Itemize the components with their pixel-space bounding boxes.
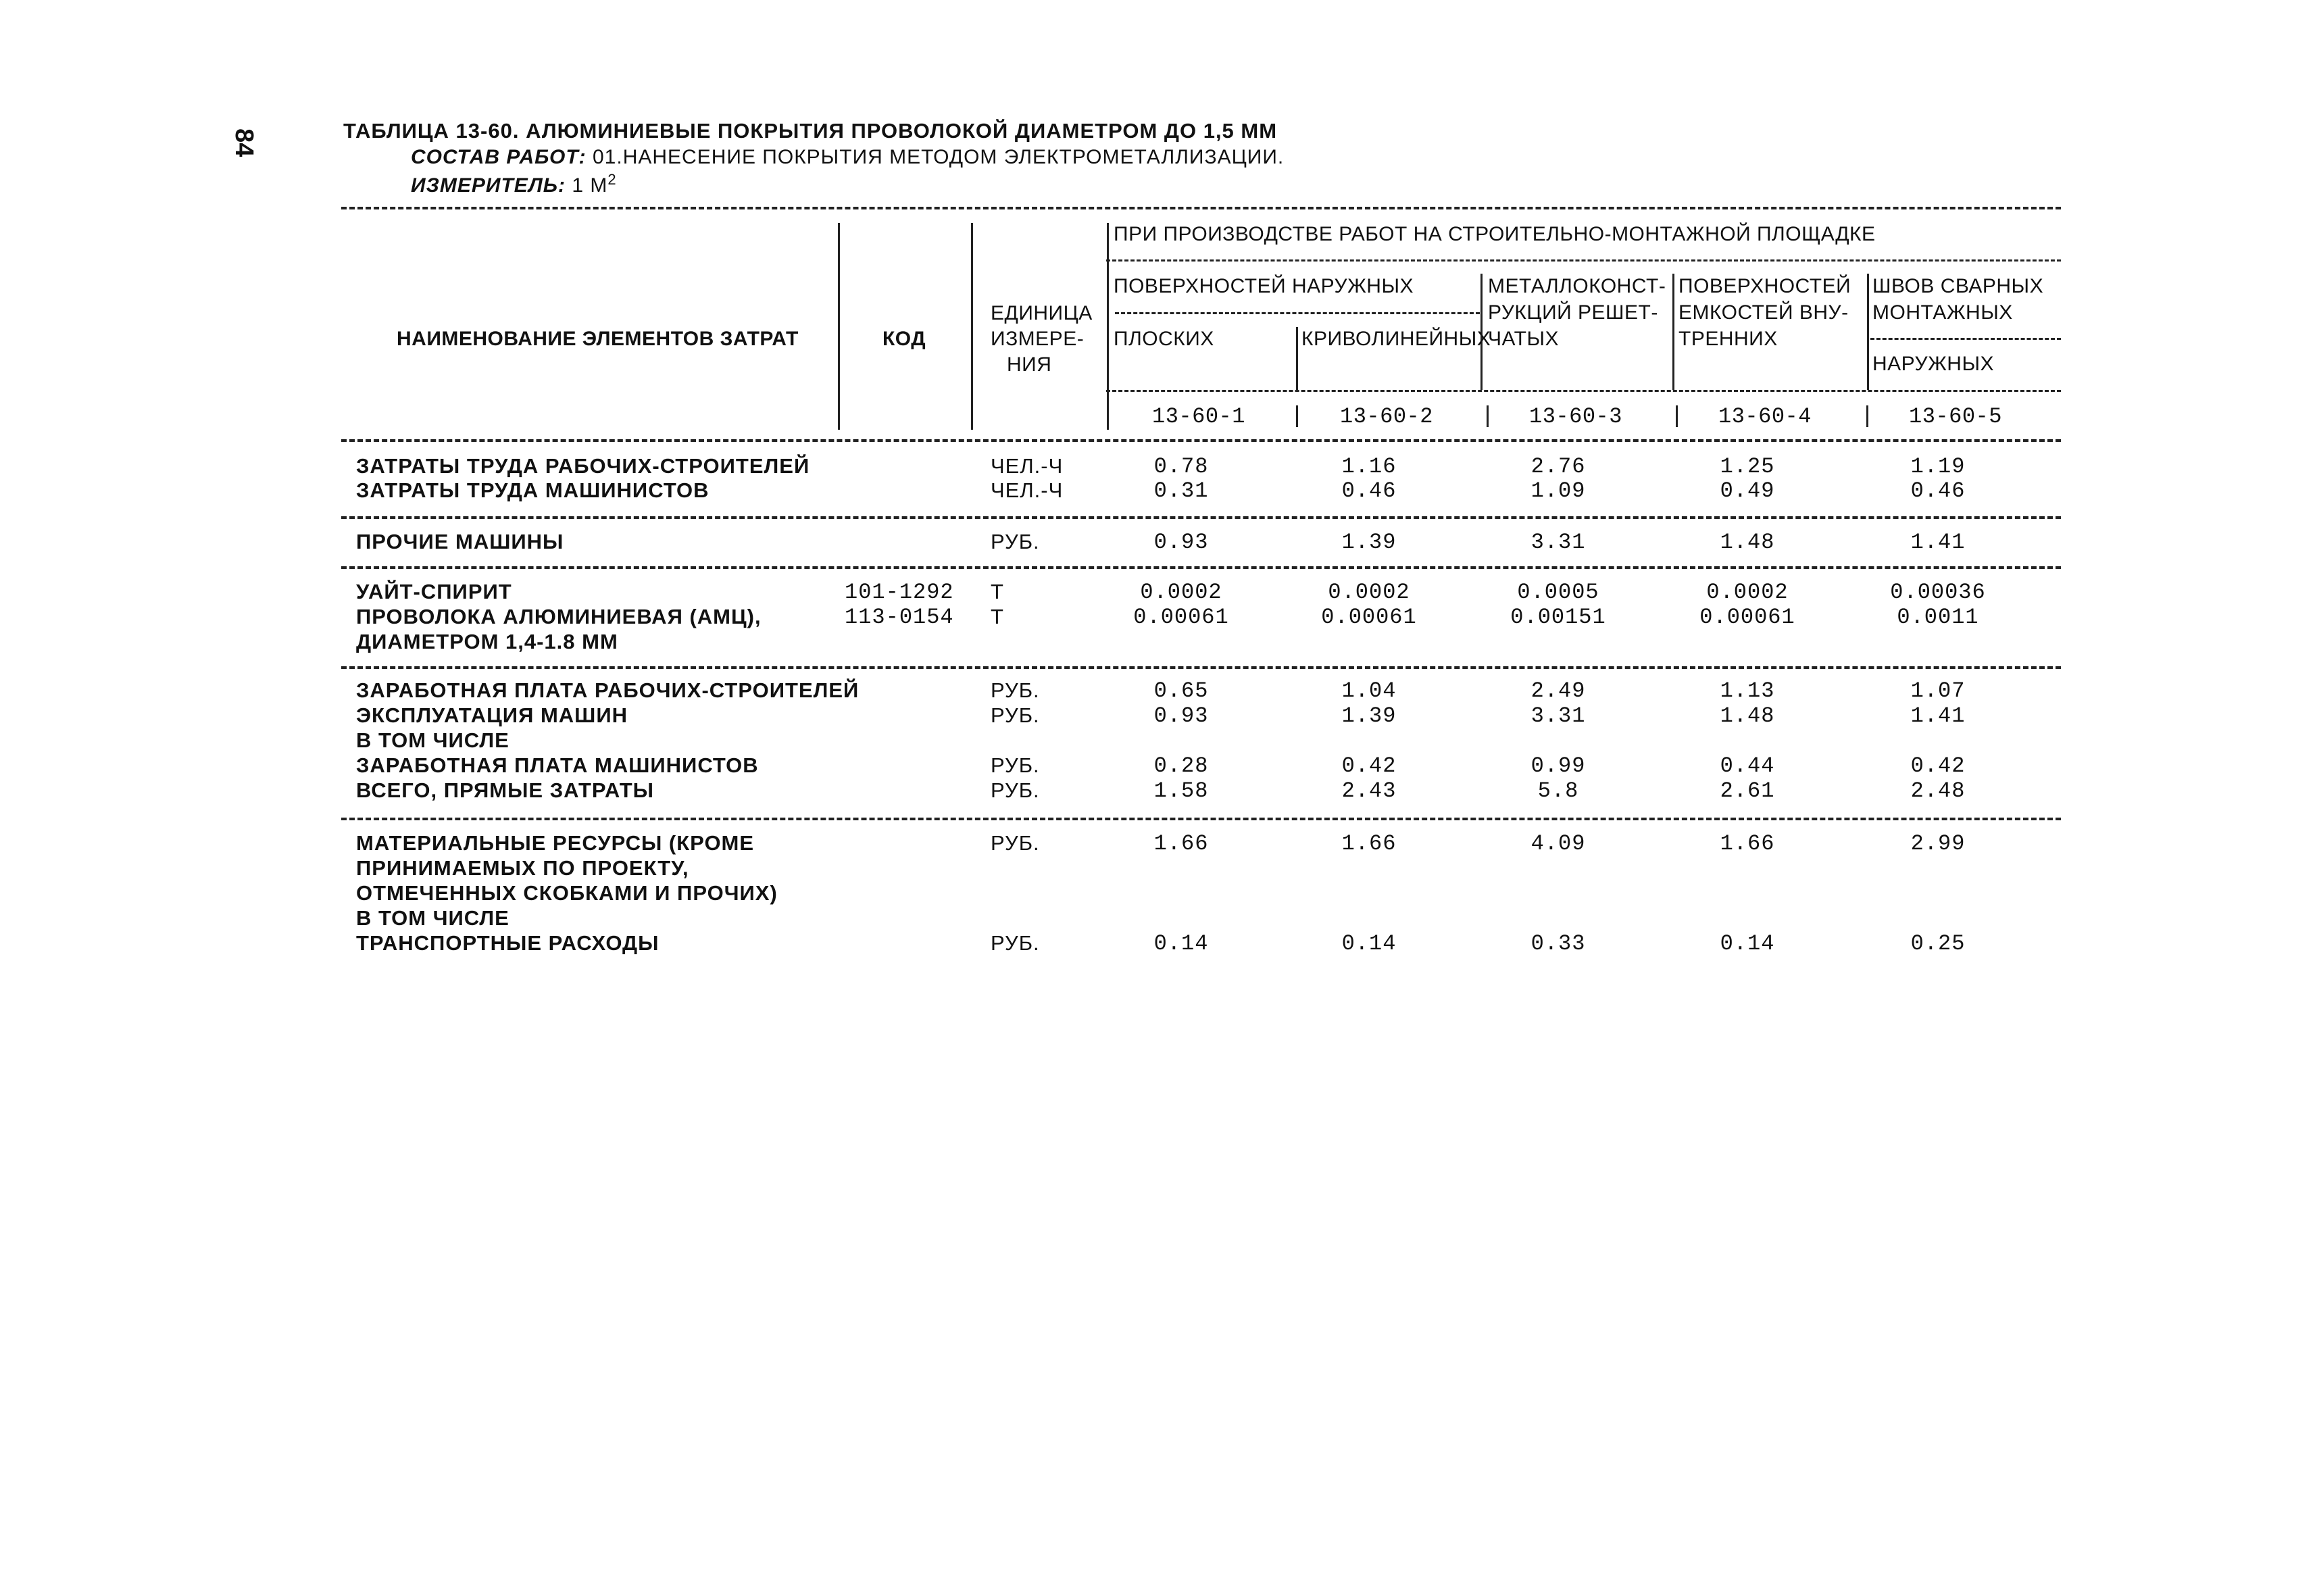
- column-code: 13-60-1: [1152, 404, 1245, 429]
- row-value: 1.48: [1720, 703, 1775, 728]
- row-value: 3.31: [1530, 530, 1586, 555]
- header-group: ПРИ ПРОИЗВОДСТВЕ РАБОТ НА СТРОИТЕЛЬНО-МОНТАЖНОЙ ПЛОЩАДКЕ: [1114, 223, 1876, 245]
- measure-unit-label: ИЗМЕРИТЕЛЬ:: [411, 174, 566, 197]
- row-code: 101-1292: [845, 580, 954, 605]
- header-col-unit-1: ЕДИНИЦА: [991, 302, 1093, 324]
- row-value: 0.33: [1530, 931, 1586, 956]
- row-name: В ТОМ ЧИСЛЕ: [356, 728, 509, 752]
- row-value: 1.04: [1341, 678, 1397, 703]
- row-value: 0.0002: [1328, 580, 1410, 605]
- measure-unit-sup: 2: [607, 171, 617, 188]
- row-value: 0.28: [1153, 753, 1209, 778]
- measure-unit: [411, 171, 617, 197]
- row-name: ТРАНСПОРТНЫЕ РАСХОДЫ: [356, 931, 659, 955]
- row-value: 2.76: [1530, 454, 1586, 479]
- column-code: 13-60-3: [1529, 404, 1622, 429]
- row-name: ВСЕГО, ПРЯМЫЕ ЗАТРАТЫ: [356, 778, 654, 802]
- row-value: 0.00061: [1321, 605, 1417, 630]
- row-name: ОТМЕЧЕННЫХ СКОБКАМИ И ПРОЧИХ): [356, 881, 778, 905]
- row-value: 1.16: [1341, 454, 1397, 479]
- section-rule: [341, 566, 2061, 569]
- header-welds-rule: [1870, 338, 2061, 340]
- work-composition: [411, 146, 1284, 169]
- row-value: 0.99: [1530, 753, 1586, 778]
- row-value: 0.14: [1720, 931, 1775, 956]
- row-value: 0.93: [1153, 530, 1209, 555]
- row-unit: Т: [991, 580, 1004, 603]
- header-col-unit-2: ИЗМЕРЕ-: [991, 328, 1085, 350]
- row-value: 3.31: [1530, 703, 1586, 728]
- row-name: ЗАТРАТЫ ТРУДА РАБОЧИХ-СТРОИТЕЛЕЙ: [356, 454, 810, 478]
- row-value: 0.14: [1341, 931, 1397, 956]
- row-value: 0.00151: [1510, 605, 1606, 630]
- row-unit: РУБ.: [991, 753, 1040, 777]
- header-welds-3: НАРУЖНЫХ: [1872, 353, 1995, 375]
- row-value: 2.49: [1530, 678, 1586, 703]
- row-value: 1.41: [1910, 530, 1966, 555]
- row-unit: ЧЕЛ.-Ч: [991, 454, 1064, 478]
- work-composition-text: 01.НАНЕСЕНИЕ ПОКРЫТИЯ МЕТОДОМ ЭЛЕКТРОМЕТАЛЛИЗАЦИИ.: [593, 146, 1285, 168]
- row-unit: РУБ.: [991, 778, 1040, 802]
- row-value: 1.39: [1341, 703, 1397, 728]
- header-top-rule: [341, 207, 2061, 209]
- row-value: 1.41: [1910, 703, 1966, 728]
- header-divider: [1866, 405, 1868, 427]
- row-value: 2.61: [1720, 778, 1775, 803]
- row-unit: РУБ.: [991, 678, 1040, 702]
- work-composition-label: СОСТАВ РАБОТ:: [411, 146, 587, 168]
- row-value: 1.58: [1153, 778, 1209, 803]
- header-divider: [1296, 405, 1298, 427]
- header-divider: [1107, 223, 1109, 430]
- row-unit: РУБ.: [991, 703, 1040, 727]
- header-metal-3: ЧАТЫХ: [1488, 328, 1560, 350]
- row-value: 0.0002: [1706, 580, 1789, 605]
- header-divider: [971, 223, 973, 430]
- row-name: ЗАРАБОТНАЯ ПЛАТА МАШИНИСТОВ: [356, 753, 759, 777]
- row-value: 1.66: [1720, 831, 1775, 856]
- row-value: 0.0002: [1140, 580, 1222, 605]
- header-col-name: НАИМЕНОВАНИЕ ЭЛЕМЕНТОВ ЗАТРАТ: [397, 328, 799, 350]
- row-name: УАЙТ-СПИРИТ: [356, 580, 512, 603]
- header-col-code: КОД: [882, 328, 926, 350]
- row-name: ЗАРАБОТНАЯ ПЛАТА РАБОЧИХ-СТРОИТЕЛЕЙ: [356, 678, 860, 702]
- row-value: 1.66: [1153, 831, 1209, 856]
- table-title: ТАБЛИЦА 13-60. АЛЮМИНИЕВЫЕ ПОКРЫТИЯ ПРОВОЛОКОЙ ДИАМЕТРОМ ДО 1,5 ММ: [343, 119, 1278, 143]
- row-value: 0.78: [1153, 454, 1209, 479]
- row-value: 1.13: [1720, 678, 1775, 703]
- header-tank-2: ЕМКОСТЕЙ ВНУ-: [1678, 301, 1849, 324]
- row-value: 2.48: [1910, 778, 1966, 803]
- row-value: 0.46: [1341, 478, 1397, 503]
- row-value: 0.93: [1153, 703, 1209, 728]
- row-value: 0.42: [1910, 753, 1966, 778]
- header-col-unit-3: НИЯ: [1007, 353, 1052, 376]
- header-welds-2: МОНТАЖНЫХ: [1872, 301, 2013, 324]
- row-code: 113-0154: [845, 605, 954, 630]
- row-value: 0.00061: [1699, 605, 1795, 630]
- header-outer-rule: [1115, 312, 1480, 314]
- row-value: 0.25: [1910, 931, 1966, 956]
- section-rule: [341, 666, 2061, 669]
- measure-unit-value: 1 М: [572, 174, 608, 197]
- row-unit: ЧЕЛ.-Ч: [991, 478, 1064, 502]
- row-value: 0.42: [1341, 753, 1397, 778]
- header-metal-2: РУКЦИЙ РЕШЕТ-: [1488, 301, 1658, 324]
- row-value: 0.49: [1720, 478, 1775, 503]
- column-code: 13-60-5: [1909, 404, 2002, 429]
- row-name: ДИАМЕТРОМ 1,4-1.8 ММ: [356, 630, 618, 653]
- row-value: 1.19: [1910, 454, 1966, 479]
- row-value: 1.25: [1720, 454, 1775, 479]
- section-rule: [341, 818, 2061, 820]
- header-tank-1: ПОВЕРХНОСТЕЙ: [1678, 275, 1851, 297]
- header-bottom-rule: [341, 439, 2061, 442]
- header-curved: КРИВОЛИНЕЙНЫХ: [1301, 328, 1491, 350]
- header-codes-rule: [1106, 390, 2061, 392]
- column-code: 13-60-2: [1340, 404, 1433, 429]
- row-value: 0.14: [1153, 931, 1209, 956]
- section-rule: [341, 516, 2061, 519]
- header-group-rule: [1106, 259, 2061, 261]
- row-value: 2.43: [1341, 778, 1397, 803]
- header-divider: [1672, 274, 1674, 390]
- row-name: ПРОВОЛОКА АЛЮМИНИЕВАЯ (АМЦ),: [356, 605, 762, 628]
- row-value: 0.31: [1153, 478, 1209, 503]
- column-code: 13-60-4: [1718, 404, 1812, 429]
- header-divider: [1676, 405, 1678, 427]
- header-welds-1: ШВОВ СВАРНЫХ: [1872, 275, 2044, 297]
- header-divider: [1296, 327, 1298, 390]
- row-value: 2.99: [1910, 831, 1966, 856]
- row-value: 1.09: [1530, 478, 1586, 503]
- row-value: 1.07: [1910, 678, 1966, 703]
- row-unit: РУБ.: [991, 831, 1040, 855]
- row-value: 0.00061: [1133, 605, 1229, 630]
- header-metal-1: МЕТАЛЛОКОНСТ-: [1488, 275, 1666, 297]
- row-value: 5.8: [1537, 778, 1579, 803]
- row-name: ПРОЧИЕ МАШИНЫ: [356, 530, 564, 553]
- row-value: 0.65: [1153, 678, 1209, 703]
- header-divider: [1867, 274, 1869, 390]
- row-value: 4.09: [1530, 831, 1586, 856]
- row-value: 0.00036: [1890, 580, 1986, 605]
- row-unit: РУБ.: [991, 931, 1040, 955]
- row-value: 0.44: [1720, 753, 1775, 778]
- row-value: 0.0011: [1897, 605, 1979, 630]
- row-value: 0.46: [1910, 478, 1966, 503]
- row-name: ЭКСПЛУАТАЦИЯ МАШИН: [356, 703, 628, 727]
- row-value: 1.66: [1341, 831, 1397, 856]
- row-value: 1.48: [1720, 530, 1775, 555]
- row-unit: РУБ.: [991, 530, 1040, 553]
- page-number: 84: [230, 128, 258, 157]
- row-value: 1.39: [1341, 530, 1397, 555]
- row-name: МАТЕРИАЛЬНЫЕ РЕСУРСЫ (КРОМЕ: [356, 831, 755, 855]
- header-tank-3: ТРЕННИХ: [1678, 328, 1778, 350]
- header-outer-surfaces: ПОВЕРХНОСТЕЙ НАРУЖНЫХ: [1114, 275, 1414, 297]
- header-flat: ПЛОСКИХ: [1114, 328, 1214, 350]
- row-value: 0.0005: [1517, 580, 1599, 605]
- row-name: В ТОМ ЧИСЛЕ: [356, 906, 509, 930]
- row-unit: Т: [991, 605, 1004, 628]
- header-divider: [1487, 405, 1489, 427]
- header-divider: [838, 223, 840, 430]
- row-name: ПРИНИМАЕМЫХ ПО ПРОЕКТУ,: [356, 856, 689, 880]
- row-name: ЗАТРАТЫ ТРУДА МАШИНИСТОВ: [356, 478, 710, 502]
